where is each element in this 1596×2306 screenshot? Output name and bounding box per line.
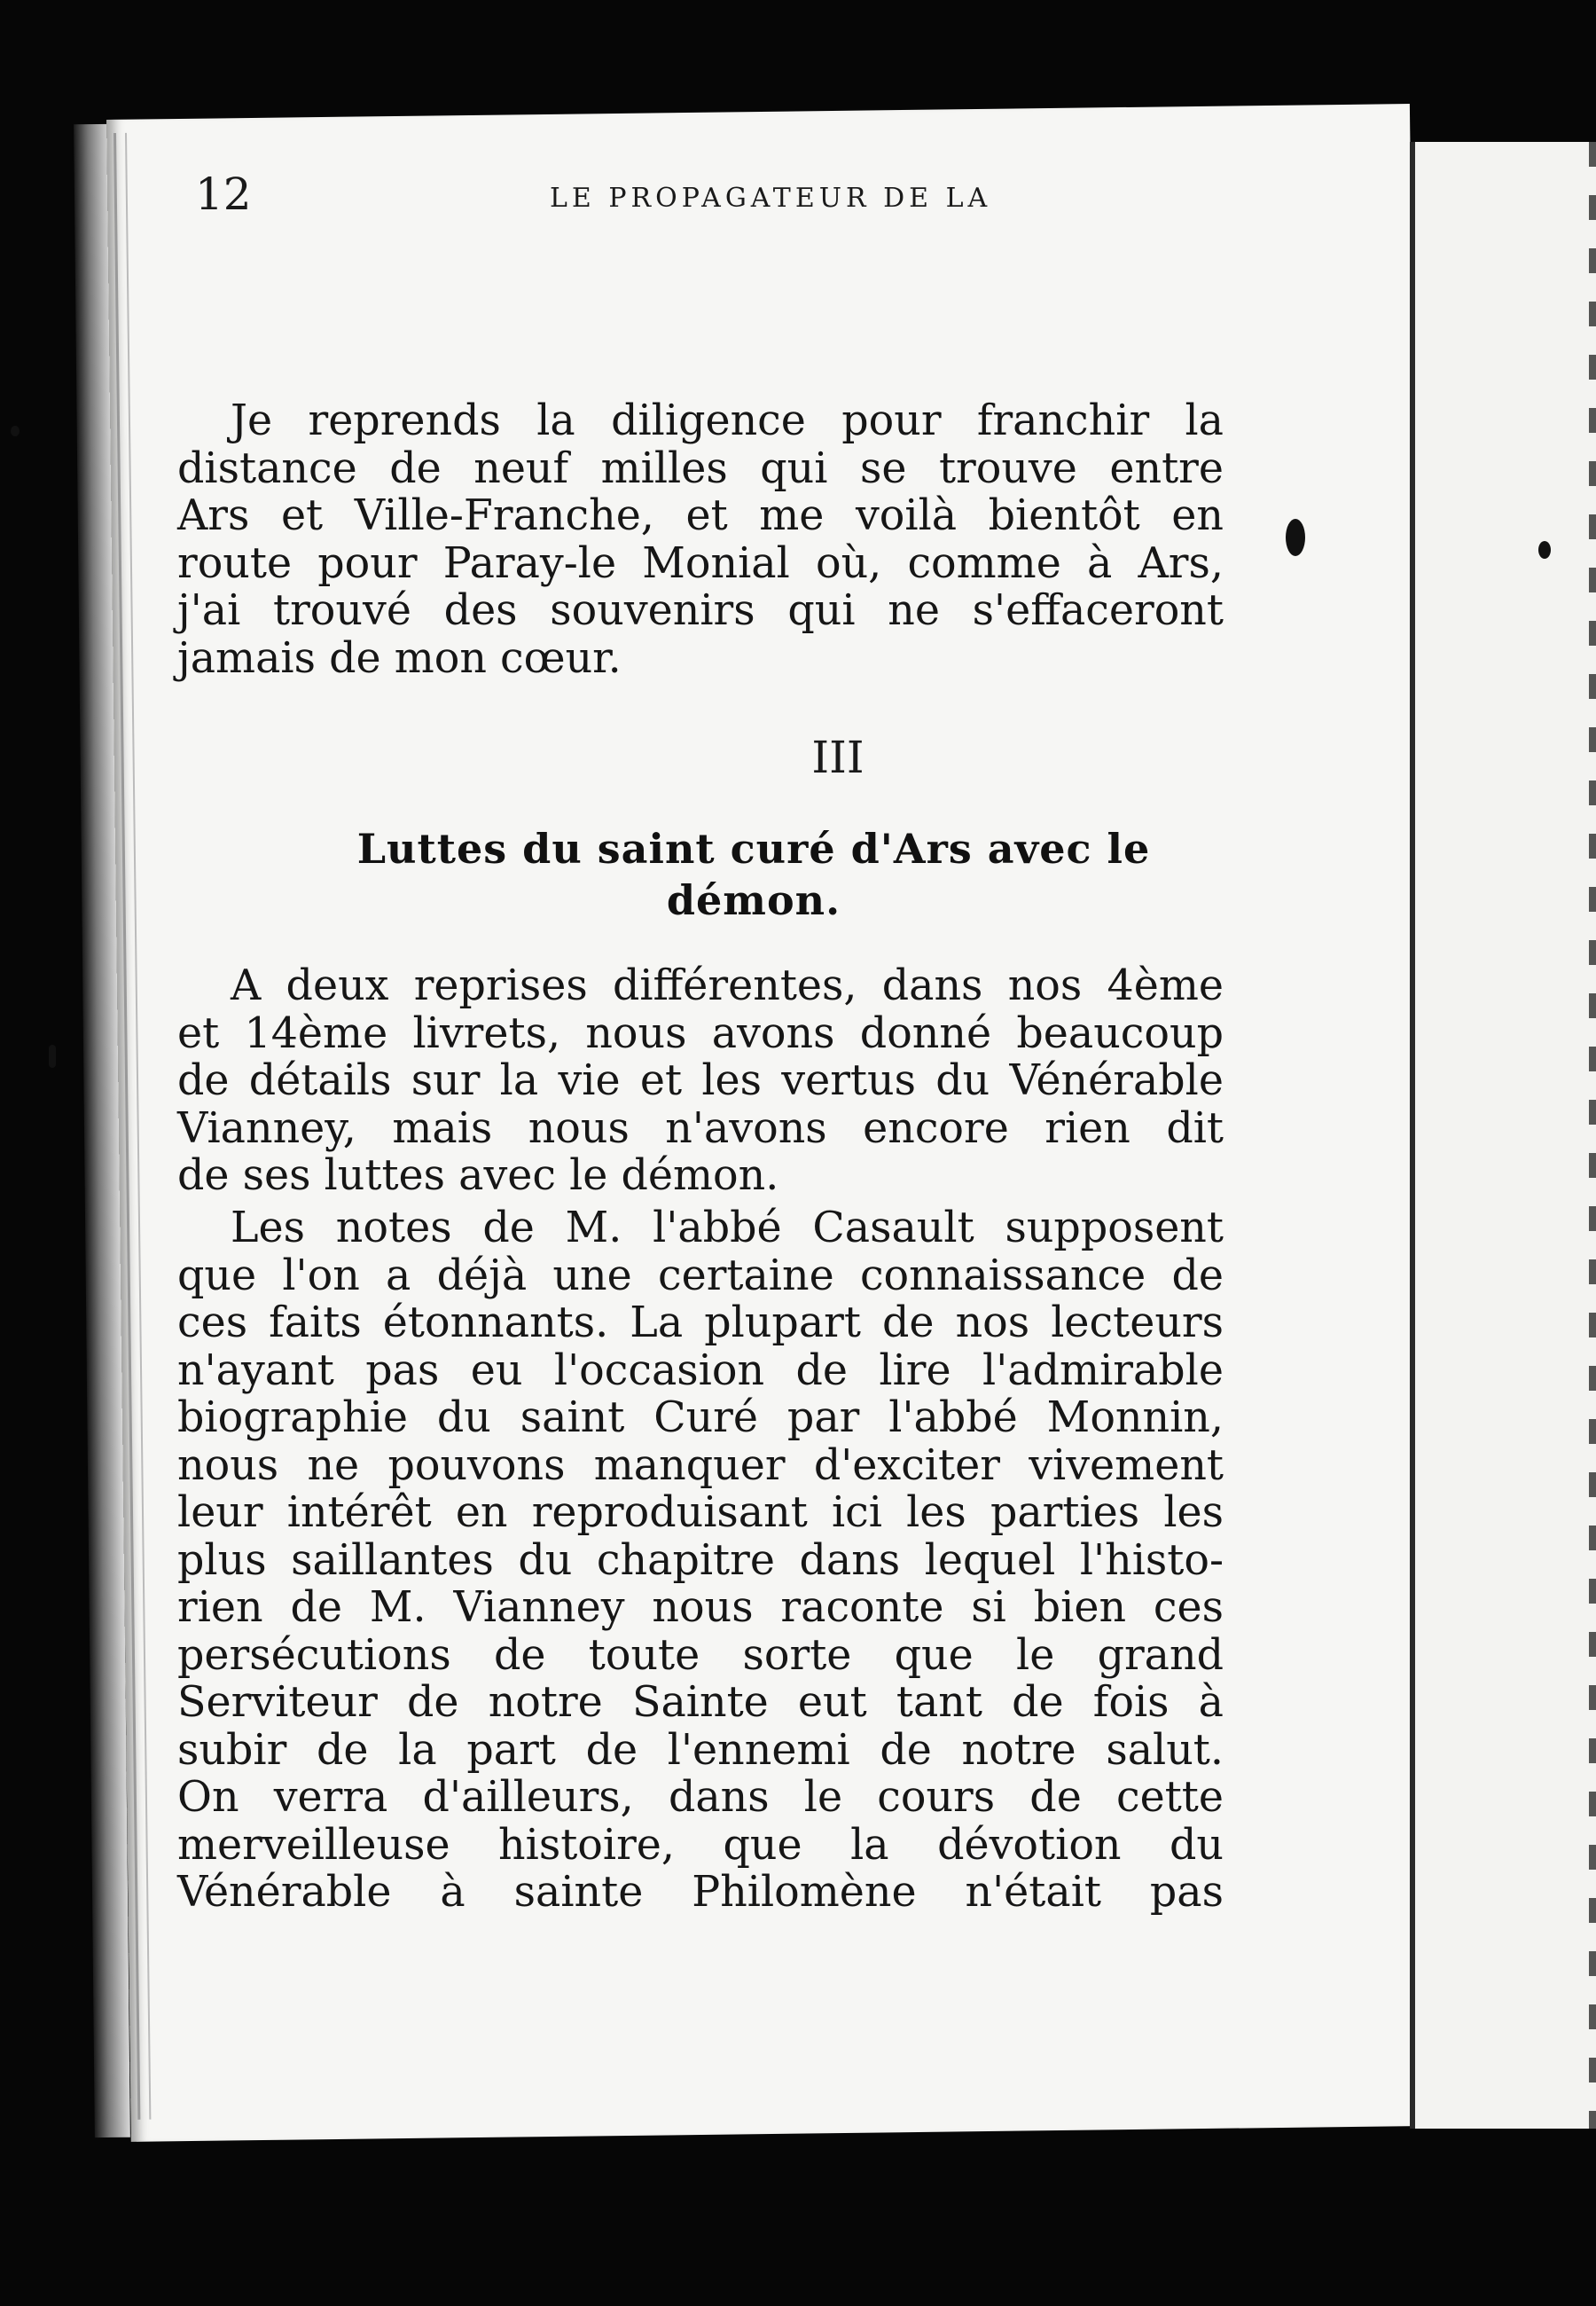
text-line: Ars et Ville-Franche, et me voilà bientôt en [177, 491, 1224, 540]
paragraph-2 [177, 962, 1224, 1200]
section-title [328, 823, 1179, 926]
text-line: leur intérêt en reproduisant ici les parties les [177, 1488, 1224, 1537]
text-line: subir de la part de l'ennemi de notre salut. [177, 1725, 1224, 1775]
text-line: nous ne pouvons manquer d'exciter vivement [177, 1440, 1224, 1490]
text-line: On verra d'ailleurs, dans le cours de cette [177, 1773, 1224, 1822]
right-page [1410, 142, 1596, 2129]
text-line: distance de neuf milles qui se trouve entre [177, 443, 1224, 493]
text-line: plus saillantes du chapitre dans lequel l'histo- [177, 1535, 1224, 1585]
section-title-line: démon. [666, 876, 841, 924]
text-line: j'ai trouvé des souvenirs qui ne s'effaceront [177, 586, 1224, 635]
text-line: Je reprends la diligence pour franchir la [231, 396, 1224, 445]
ink-speck [11, 426, 20, 436]
ink-speck [1286, 519, 1305, 556]
ink-speck [1538, 541, 1551, 559]
ink-speck [49, 1045, 56, 1068]
text-line: biographie du saint Curé par l'abbé Monnin, [177, 1393, 1224, 1442]
text-line: ces faits étonnants. La plupart de nos lecteurs [177, 1298, 1224, 1347]
text-line: persécutions de toute sorte que le grand [177, 1630, 1224, 1680]
text-line: de détails sur la vie et les vertus du Vénérable [177, 1056, 1224, 1105]
running-title: LE PROPAGATEUR DE LA [550, 183, 992, 214]
text-line: que l'on a déjà une certaine connaissance de [177, 1251, 1224, 1300]
text-line: Les notes de M. l'abbé Casault supposent [231, 1204, 1224, 1252]
text-line: route pour Paray-le Monial où, comme à Ars, [177, 538, 1224, 588]
running-header [195, 169, 1259, 222]
paragraph-1 [177, 397, 1224, 682]
text-line: jamais de mon cœur. [177, 633, 622, 683]
text-line: n'ayant pas eu l'occasion de lire l'admirable [177, 1345, 1224, 1395]
text-line: et 14ème livrets, nous avons donné beaucoup [177, 1008, 1224, 1058]
text-line: A deux reprises différentes, dans nos 4ème [231, 961, 1224, 1010]
right-page-edge-marks [1589, 142, 1596, 2129]
text-line: merveilleuse histoire, que la dévotion du [177, 1820, 1224, 1870]
text-line: rien de M. Vianney nous raconte si bien ces [177, 1583, 1224, 1632]
section-number: III [811, 732, 864, 783]
text-line: Vénérable à sainte Philomène n'était pas [177, 1868, 1224, 1917]
section-title-line: Luttes du saint curé d'Ars avec le [356, 825, 1151, 873]
text-line: Serviteur de notre Sainte eut tant de fois à [177, 1678, 1224, 1727]
page-number: 12 [195, 169, 252, 220]
paragraph-3 [177, 1204, 1224, 1917]
text-line: de ses luttes avec le démon. [177, 1151, 779, 1200]
text-line: Vianney, mais nous n'avons encore rien dit [177, 1103, 1224, 1153]
